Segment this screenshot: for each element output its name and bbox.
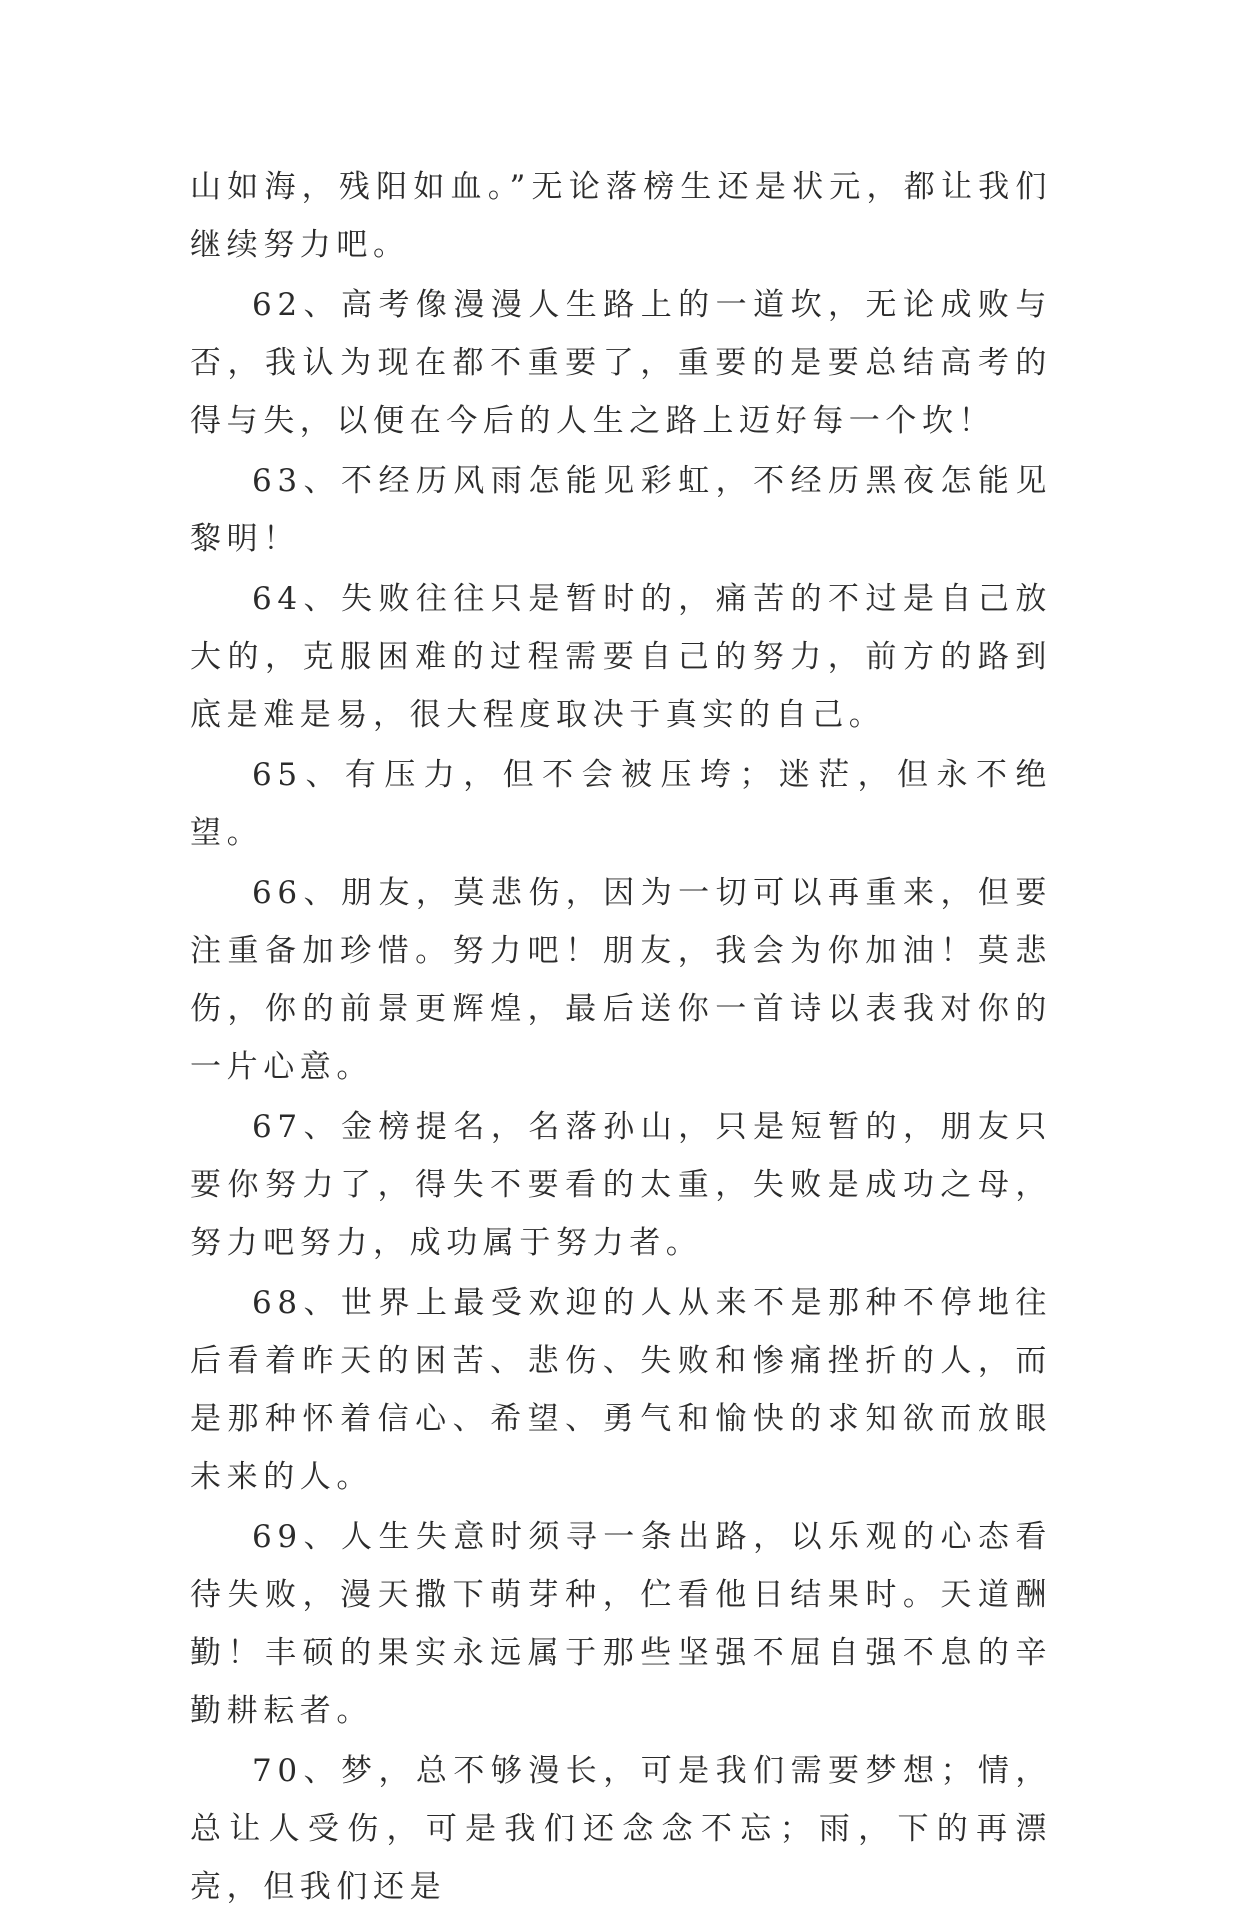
paragraph-63: 63、不经历风雨怎能见彩虹，不经历黑夜怎能见黎明！	[190, 463, 1052, 557]
paragraph-continuation: 山如海，残阳如血。”无论落榜生还是状元，都让我们继续努力吧。	[190, 169, 1052, 263]
paragraph-66: 66、朋友，莫悲伤，因为一切可以再重来，但要注重备加珍惜。努力吧！朋友，我会为你加油！莫悲伤，你的前景更辉煌，最后送你一首诗以表我对你的一片心意。	[190, 875, 1052, 1085]
paragraph-70: 70、梦，总不够漫长，可是我们需要梦想；情，总让人受伤，可是我们还念念不忘；雨，下的再漂亮，但我们还是	[190, 1753, 1052, 1905]
paragraph-68: 68、世界上最受欢迎的人从来不是那种不停地往后看着昨天的困苦、悲伤、失败和惨痛挫折的人，而是那种怀着信心、希望、勇气和愉快的求知欲而放眼未来的人。	[190, 1285, 1052, 1495]
paragraph-64: 64、失败往往只是暂时的，痛苦的不过是自己放大的，克服困难的过程需要自己的努力，前方的路到底是难是易，很大程度取决于真实的自己。	[190, 581, 1052, 733]
paragraph-65: 65、有压力，但不会被压垮；迷茫，但永不绝望。	[190, 757, 1052, 851]
paragraph-67: 67、金榜提名，名落孙山，只是短暂的，朋友只要你努力了，得失不要看的太重，失败是成功之母，努力吧努力，成功属于努力者。	[190, 1109, 1052, 1261]
paragraph-69: 69、人生失意时须寻一条出路，以乐观的心态看待失败，漫天撒下萌芽种，伫看他日结果时。天道酬勤！丰硕的果实永远属于那些坚强不屈自强不息的辛勤耕耘者。	[190, 1519, 1052, 1729]
paragraph-62: 62、高考像漫漫人生路上的一道坎，无论成败与否，我认为现在都不重要了，重要的是要总结高考的得与失，以便在今后的人生之路上迈好每一个坎！	[190, 287, 1052, 439]
document-body	[190, 158, 1052, 1916]
